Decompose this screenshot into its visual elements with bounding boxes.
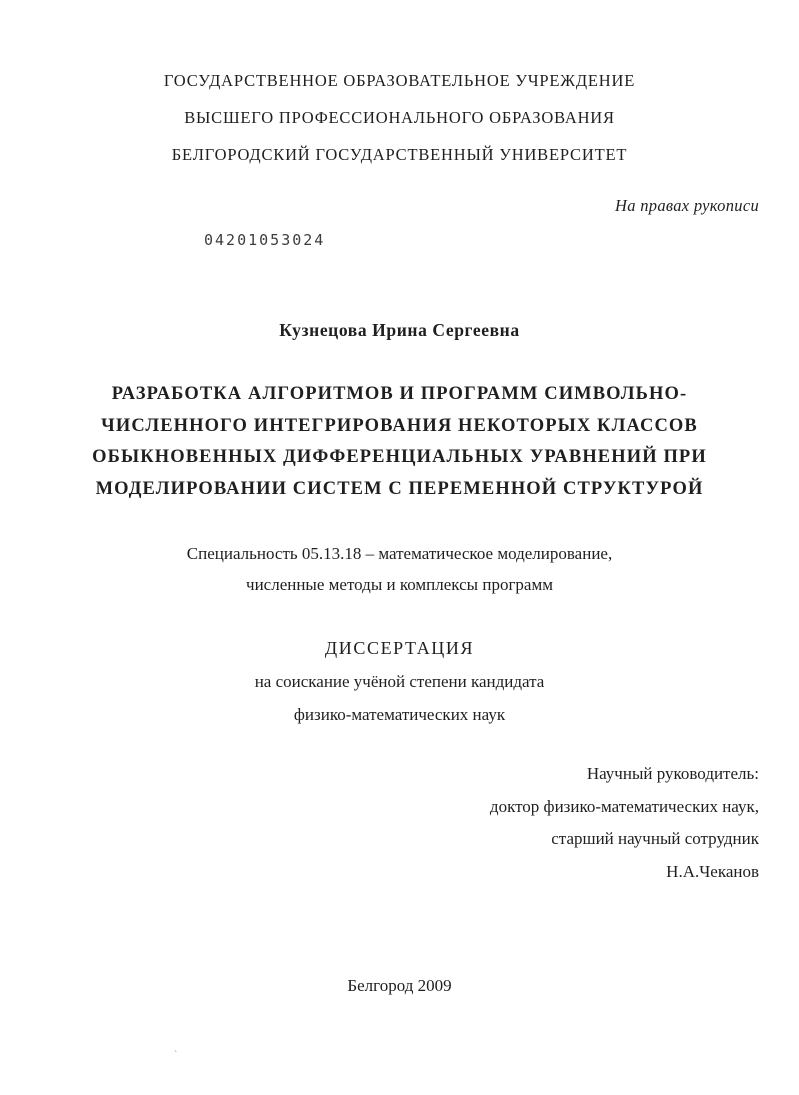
supervisor-degree: доктор физико-математических наук, bbox=[489, 796, 759, 816]
specialty-line-1: Специальность 05.13.18 – математическое моделирование, bbox=[186, 544, 613, 563]
registration-number: 04201053024 bbox=[204, 231, 326, 249]
city-and-year: Белгород 2009 bbox=[347, 976, 452, 995]
scan-artifact-mark: ` bbox=[174, 1050, 178, 1061]
title-line-1: РАЗРАБОТКА АЛГОРИТМОВ И ПРОГРАММ СИМВОЛЬНО- bbox=[111, 384, 688, 404]
institution-header bbox=[0, 62, 799, 173]
dissertation-line-2: физико-математических наук bbox=[293, 705, 506, 724]
manuscript-rights-note: На правах рукописи bbox=[615, 196, 759, 215]
dissertation-line-1: на соискание учёной степени кандидата bbox=[254, 672, 545, 691]
title-line-3: ОБЫКНОВЕННЫХ ДИФФЕРЕНЦИАЛЬНЫХ УРАВНЕНИЙ ПРИ bbox=[92, 447, 707, 467]
supervisor-name: Н.А.Чеканов bbox=[666, 861, 759, 881]
institution-line-3: БЕЛГОРОДСКИЙ ГОСУДАРСТВЕННЫЙ УНИВЕРСИТЕТ bbox=[171, 145, 628, 164]
dissertation-label: ДИССЕРТАЦИЯ bbox=[324, 638, 475, 658]
author-name: Кузнецова Ирина Сергеевна bbox=[279, 320, 520, 340]
dissertation-section bbox=[0, 632, 799, 731]
specialty-section bbox=[0, 538, 799, 600]
supervisor-position: старший научный сотрудник bbox=[551, 829, 759, 848]
institution-line-2: ВЫСШЕГО ПРОФЕССИОНАЛЬНОГО ОБРАЗОВАНИЯ bbox=[184, 108, 615, 127]
institution-line-1: ГОСУДАРСТВЕННОЕ ОБРАЗОВАТЕЛЬНОЕ УЧРЕЖДЕНИЕ bbox=[163, 71, 636, 90]
title-line-4: МОДЕЛИРОВАНИИ СИСТЕМ С ПЕРЕМЕННОЙ СТРУКТУРОЙ bbox=[95, 478, 704, 499]
title-line-2: ЧИСЛЕННОГО ИНТЕГРИРОВАНИЯ НЕКОТОРЫХ КЛАССОВ bbox=[101, 415, 698, 436]
supervisor-section bbox=[490, 758, 759, 888]
supervisor-label: Научный руководитель: bbox=[586, 764, 759, 783]
dissertation-title bbox=[0, 379, 799, 505]
specialty-line-2: численные методы и комплексы программ bbox=[246, 575, 553, 594]
